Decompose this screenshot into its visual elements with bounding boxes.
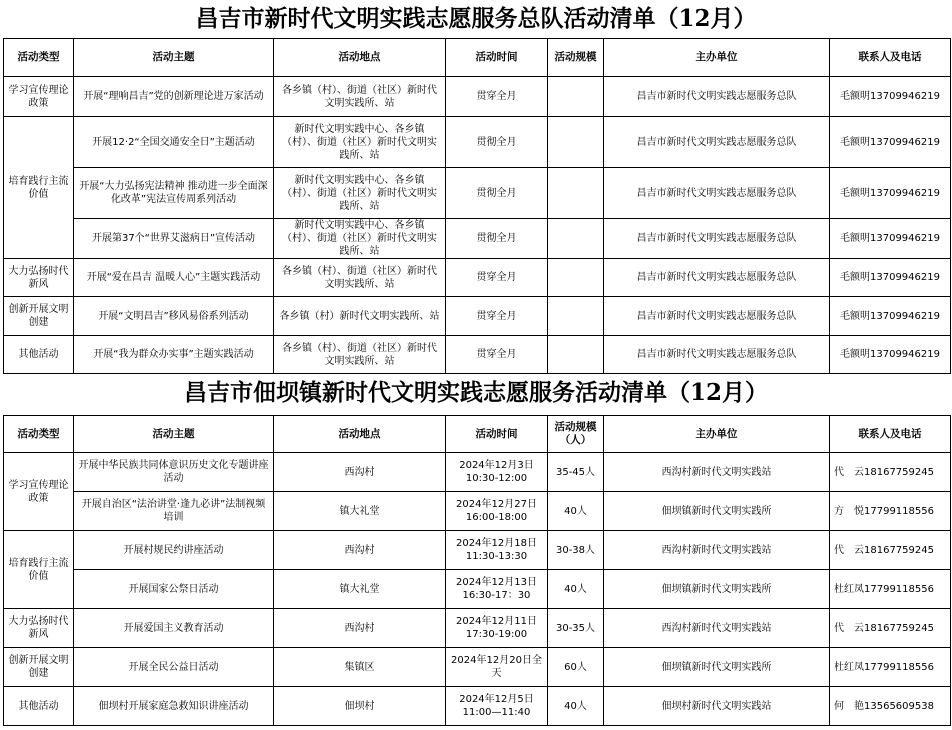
location-cell: 镇大礼堂: [274, 492, 446, 531]
scale-cell: 30-38人: [548, 531, 604, 570]
header-cell: 活动地点: [274, 39, 446, 77]
theme-cell: 开展村规民约讲座活动: [74, 531, 274, 570]
theme-cell: 开展“文明昌吉”移风易俗系列活动: [74, 297, 274, 336]
scale-cell: 35-45人: [548, 453, 604, 492]
time-cell: 2024年12月11日 17:30-19:00: [446, 609, 548, 648]
table-header-row: [4, 39, 951, 77]
header-cell: 活动时间: [446, 416, 548, 453]
time-cell: 2024年12月3日 10:30-12:00: [446, 453, 548, 492]
theme-cell: 开展自治区“法治讲堂·逢九必讲”法制视频培训: [74, 492, 274, 531]
category-cell: 培育践行主流价值: [4, 531, 74, 609]
category-cell: 创新开展文明创建: [4, 297, 74, 336]
table-header-row: [4, 416, 951, 453]
location-cell: 佃坝村: [274, 687, 446, 726]
organizer-cell: 昌吉市新时代文明实践志愿服务总队: [604, 168, 830, 219]
theme-cell: 开展爱国主义教育活动: [74, 609, 274, 648]
time-cell: 2024年12月20日全天: [446, 648, 548, 687]
location-cell: 新时代文明实践中心、各乡镇（村）、街道（社区）新时代文明实践所、站: [274, 168, 446, 219]
table-row: [4, 259, 951, 297]
header-cell: 活动类型: [4, 416, 74, 453]
time-cell: 贯穿全月: [446, 259, 548, 297]
location-cell: 各乡镇（村）、街道（社区）新时代文明实践所、站: [274, 259, 446, 297]
category-cell: 其他活动: [4, 336, 74, 374]
theme-cell: 开展“我为群众办实事”主题实践活动: [74, 336, 274, 374]
category-cell: 培育践行主流价值: [4, 117, 74, 259]
time-cell: 贯彻全月: [446, 117, 548, 168]
table-row: [4, 168, 951, 219]
table-row: [4, 609, 951, 648]
theme-cell: 佃坝村开展家庭急救知识讲座活动: [74, 687, 274, 726]
contact-cell: 代 云18167759245: [830, 453, 951, 492]
location-cell: 西沟村: [274, 609, 446, 648]
contact-cell: 杜红凤17799118556: [830, 570, 951, 609]
header-cell: 活动主题: [74, 39, 274, 77]
contact-cell: 代 云18167759245: [830, 609, 951, 648]
header-cell: 活动规模: [548, 39, 604, 77]
contact-cell: 毛额明13709946219: [830, 259, 951, 297]
header-cell: 联系人及电话: [830, 39, 951, 77]
header-cell: 活动主题: [74, 416, 274, 453]
table-row: [4, 336, 951, 374]
table-row: [4, 531, 951, 570]
location-cell: 西沟村: [274, 453, 446, 492]
contact-cell: 何 艳13565609538: [830, 687, 951, 726]
contact-cell: 毛额明13709946219: [830, 117, 951, 168]
theme-cell: 开展全民公益日活动: [74, 648, 274, 687]
header-cell: 主办单位: [604, 39, 830, 77]
contact-cell: 毛额明13709946219: [830, 77, 951, 117]
time-cell: 2024年12月13日 16:30-17：30: [446, 570, 548, 609]
location-cell: 西沟村: [274, 531, 446, 570]
contact-cell: 毛额明13709946219: [830, 297, 951, 336]
category-cell: 学习宣传理论政策: [4, 77, 74, 117]
scale-cell: [548, 117, 604, 168]
organizer-cell: 昌吉市新时代文明实践志愿服务总队: [604, 259, 830, 297]
theme-cell: 开展第37个“世界艾滋病日”宣传活动: [74, 219, 274, 259]
organizer-cell: 佃坝村新时代文明实践站: [604, 687, 830, 726]
theme-cell: 开展“爱在昌吉 温暖人心”主题实践活动: [74, 259, 274, 297]
organizer-cell: 佃坝镇新时代文明实践所: [604, 492, 830, 531]
table-row: [4, 117, 951, 168]
time-cell: 贯穿全月: [446, 77, 548, 117]
category-cell: 大力弘扬时代新风: [4, 609, 74, 648]
organizer-cell: 昌吉市新时代文明实践志愿服务总队: [604, 297, 830, 336]
contact-cell: 方 悦17799118556: [830, 492, 951, 531]
header-cell: 主办单位: [604, 416, 830, 453]
header-cell: 活动时间: [446, 39, 548, 77]
theme-cell: 开展“大力弘扬宪法精神 推动进一步全面深化改革”宪法宣传周系列活动: [74, 168, 274, 219]
table-row: [4, 297, 951, 336]
scale-cell: [548, 336, 604, 374]
header-cell: 活动地点: [274, 416, 446, 453]
time-cell: 贯穿全月: [446, 336, 548, 374]
location-cell: 各乡镇（村）、街道（社区）新时代文明实践所、站: [274, 336, 446, 374]
theme-cell: 开展12·2“全国交通安全日”主题活动: [74, 117, 274, 168]
category-cell: 学习宣传理论政策: [4, 453, 74, 531]
organizer-cell: 昌吉市新时代文明实践志愿服务总队: [604, 117, 830, 168]
time-cell: 2024年12月5日 11:00—11:40: [446, 687, 548, 726]
organizer-cell: 昌吉市新时代文明实践志愿服务总队: [604, 219, 830, 259]
scale-cell: [548, 168, 604, 219]
table-row: [4, 219, 951, 259]
organizer-cell: 昌吉市新时代文明实践志愿服务总队: [604, 336, 830, 374]
location-cell: 各乡镇（村）新时代文明实践所、站: [274, 297, 446, 336]
header-cell: 活动类型: [4, 39, 74, 77]
organizer-cell: 西沟村新时代文明实践站: [604, 531, 830, 570]
category-cell: 创新开展文明创建: [4, 648, 74, 687]
contact-cell: 毛额明13709946219: [830, 336, 951, 374]
scale-cell: [548, 77, 604, 117]
scale-cell: [548, 259, 604, 297]
scale-cell: 40人: [548, 687, 604, 726]
scale-cell: 60人: [548, 648, 604, 687]
category-cell: 其他活动: [4, 687, 74, 726]
organizer-cell: 佃坝镇新时代文明实践所: [604, 648, 830, 687]
category-cell: 大力弘扬时代新风: [4, 259, 74, 297]
organizer-cell: 西沟村新时代文明实践站: [604, 453, 830, 492]
scale-cell: 40人: [548, 570, 604, 609]
table1-title: 昌吉市新时代文明实践志愿服务总队活动清单（12月）: [195, 5, 757, 32]
location-cell: 新时代文明实践中心、各乡镇（村）、街道（社区）新时代文明实践所、站: [274, 219, 446, 259]
header-cell: 联系人及电话: [830, 416, 951, 453]
table-row: [4, 453, 951, 492]
time-cell: 贯彻全月: [446, 219, 548, 259]
theme-cell: 开展“理响昌吉”党的创新理论进万家活动: [74, 77, 274, 117]
organizer-cell: 昌吉市新时代文明实践志愿服务总队: [604, 77, 830, 117]
organizer-cell: 佃坝镇新时代文明实践所: [604, 570, 830, 609]
table-row: [4, 77, 951, 117]
time-cell: 贯穿全月: [446, 297, 548, 336]
table-row: [4, 492, 951, 531]
contact-cell: 代 云18167759245: [830, 531, 951, 570]
contact-cell: 杜红凤17799118556: [830, 648, 951, 687]
location-cell: 集镇区: [274, 648, 446, 687]
header-cell: 活动规模（人）: [548, 416, 604, 453]
scale-cell: 30-35人: [548, 609, 604, 648]
organizer-cell: 西沟村新时代文明实践站: [604, 609, 830, 648]
theme-cell: 开展中华民族共同体意识历史文化专题讲座活动: [74, 453, 274, 492]
contact-cell: 毛额明13709946219: [830, 168, 951, 219]
activity-table-2: [3, 415, 951, 726]
table-row: [4, 687, 951, 726]
table2-title: 昌吉市佃坝镇新时代文明实践志愿服务活动清单（12月）: [183, 379, 768, 406]
location-cell: 镇大礼堂: [274, 570, 446, 609]
table-row: [4, 648, 951, 687]
theme-cell: 开展国家公祭日活动: [74, 570, 274, 609]
time-cell: 2024年12月18日 11:30-13:30: [446, 531, 548, 570]
time-cell: 贯彻全月: [446, 168, 548, 219]
location-cell: 各乡镇（村）、街道（社区）新时代文明实践所、站: [274, 77, 446, 117]
scale-cell: 40人: [548, 492, 604, 531]
scale-cell: [548, 219, 604, 259]
location-cell: 新时代文明实践中心、各乡镇（村）、街道（社区）新时代文明实践所、站: [274, 117, 446, 168]
time-cell: 2024年12月27日 16:00-18:00: [446, 492, 548, 531]
contact-cell: 毛额明13709946219: [830, 219, 951, 259]
scale-cell: [548, 297, 604, 336]
activity-table-1: [3, 38, 951, 374]
table-row: [4, 570, 951, 609]
